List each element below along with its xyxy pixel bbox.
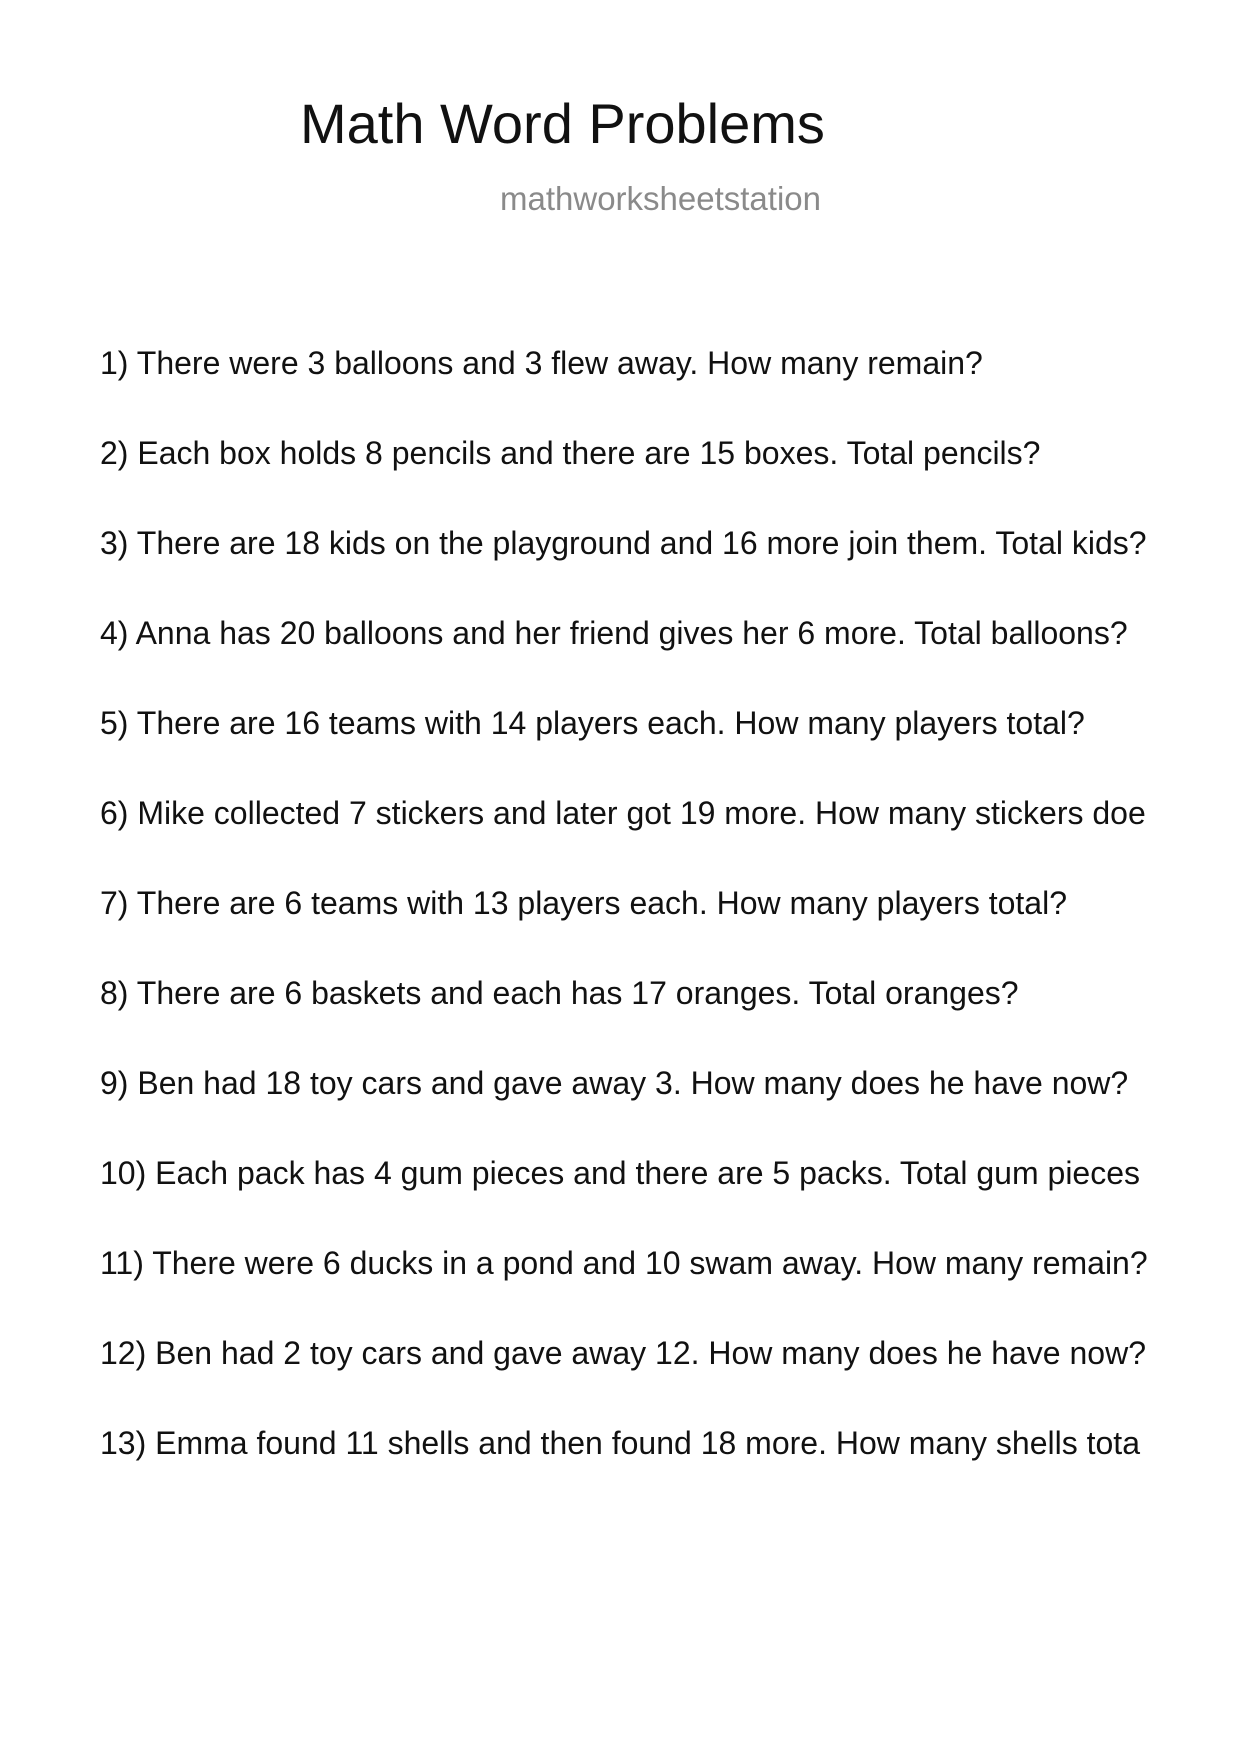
problem-8: 8) There are 6 baskets and each has 17 oranges. Total oranges?	[100, 975, 1019, 1011]
problem-1: 1) There were 3 balloons and 3 flew away. How many remain?	[100, 345, 983, 381]
problem-9: 9) Ben had 18 toy cars and gave away 3. How many does he have now?	[100, 1065, 1129, 1101]
problem-2: 2) Each box holds 8 pencils and there are 15 boxes. Total pencils?	[100, 435, 1041, 471]
problem-7: 7) There are 6 teams with 13 players each. How many players total?	[100, 885, 1067, 921]
problem-3: 3) There are 18 kids on the playground and 16 more join them. Total kids?	[100, 525, 1147, 561]
problem-11: 11) There were 6 ducks in a pond and 10 swam away. How many remain?	[100, 1245, 1148, 1281]
source-label: mathworksheetstation	[500, 180, 821, 217]
problem-4: 4) Anna has 20 balloons and her friend gives her 6 more. Total balloons?	[100, 615, 1128, 651]
problem-12: 12) Ben had 2 toy cars and gave away 12. How many does he have now?	[100, 1335, 1146, 1371]
page-title: Math Word Problems	[300, 92, 825, 155]
problem-list	[100, 345, 1148, 1515]
problem-10: 10) Each pack has 4 gum pieces and there are 5 packs. Total gum pieces	[100, 1155, 1141, 1191]
problem-13: 13) Emma found 11 shells and then found 18 more. How many shells tota	[100, 1425, 1140, 1461]
problem-6: 6) Mike collected 7 stickers and later got 19 more. How many stickers doe	[100, 795, 1146, 831]
problem-5: 5) There are 16 teams with 14 players each. How many players total?	[100, 705, 1085, 741]
